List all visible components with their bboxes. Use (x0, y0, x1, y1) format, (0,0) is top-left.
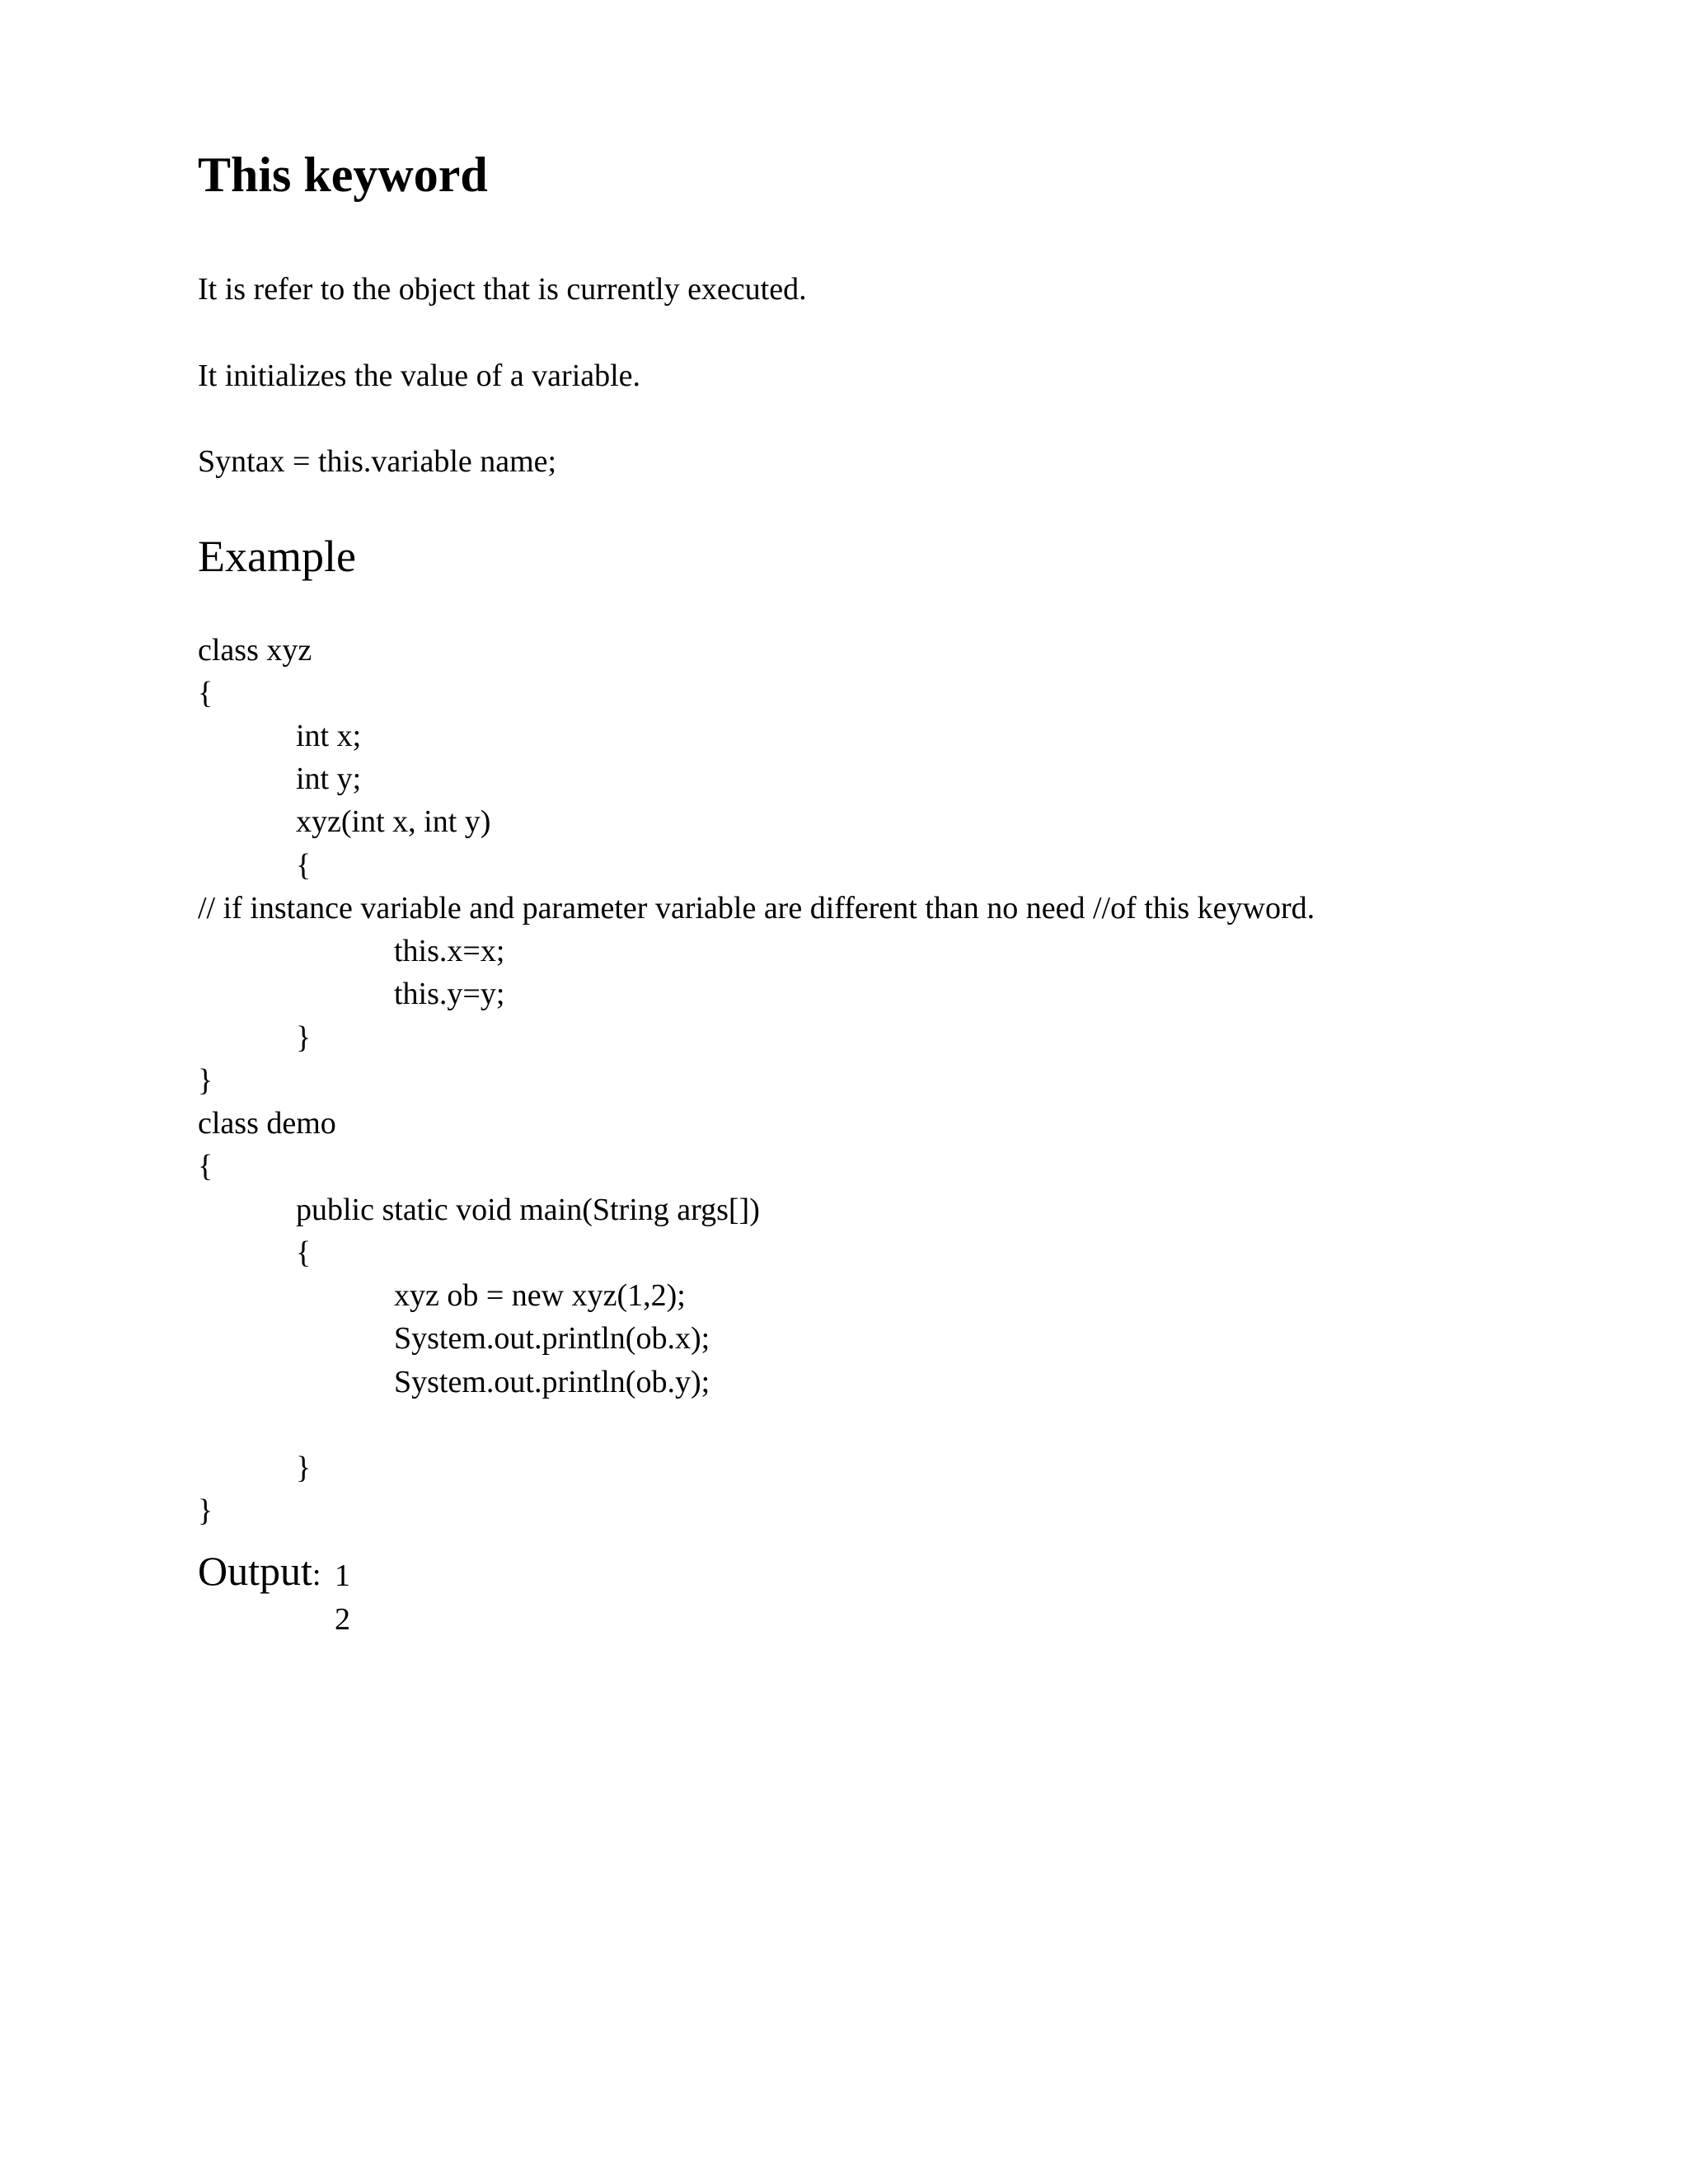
initializes-paragraph: It initializes the value of a variable. (198, 359, 641, 393)
code-line: xyz ob = new xyz(1,2); (394, 1278, 686, 1313)
code-comment: // if instance variable and parameter variable are different than no need //of this keyword. (198, 891, 1315, 926)
definition-paragraph: It is refer to the object that is currently executed. (198, 272, 807, 307)
code-line: { (296, 1235, 312, 1270)
code-line: } (296, 1451, 312, 1485)
output-label-text: Output (198, 1548, 312, 1594)
example-heading: Example (198, 532, 356, 581)
code-line: { (198, 676, 213, 710)
code-line: class xyz (198, 633, 312, 668)
output-value: 2 (335, 1602, 350, 1637)
code-line: } (296, 1020, 312, 1055)
code-line: } (198, 1493, 213, 1528)
code-line: } (198, 1063, 213, 1098)
code-line: int y; (296, 762, 362, 796)
code-line: System.out.println(ob.x); (394, 1321, 710, 1356)
code-line: int x; (296, 719, 362, 753)
output-label (198, 1548, 321, 1594)
code-line: { (198, 1149, 213, 1183)
code-line: System.out.println(ob.y); (394, 1365, 710, 1399)
code-line: public static void main(String args[]) (296, 1193, 760, 1227)
output-value: 1 (335, 1558, 350, 1593)
page-title: This keyword (198, 148, 488, 202)
code-line: xyz(int x, int y) (296, 804, 491, 839)
code-line: this.y=y; (394, 977, 505, 1011)
output-separator: : (312, 1558, 321, 1592)
code-line: this.x=x; (394, 934, 505, 968)
code-line: class demo (198, 1106, 336, 1141)
syntax-paragraph: Syntax = this.variable name; (198, 444, 557, 479)
code-line: { (296, 848, 312, 883)
